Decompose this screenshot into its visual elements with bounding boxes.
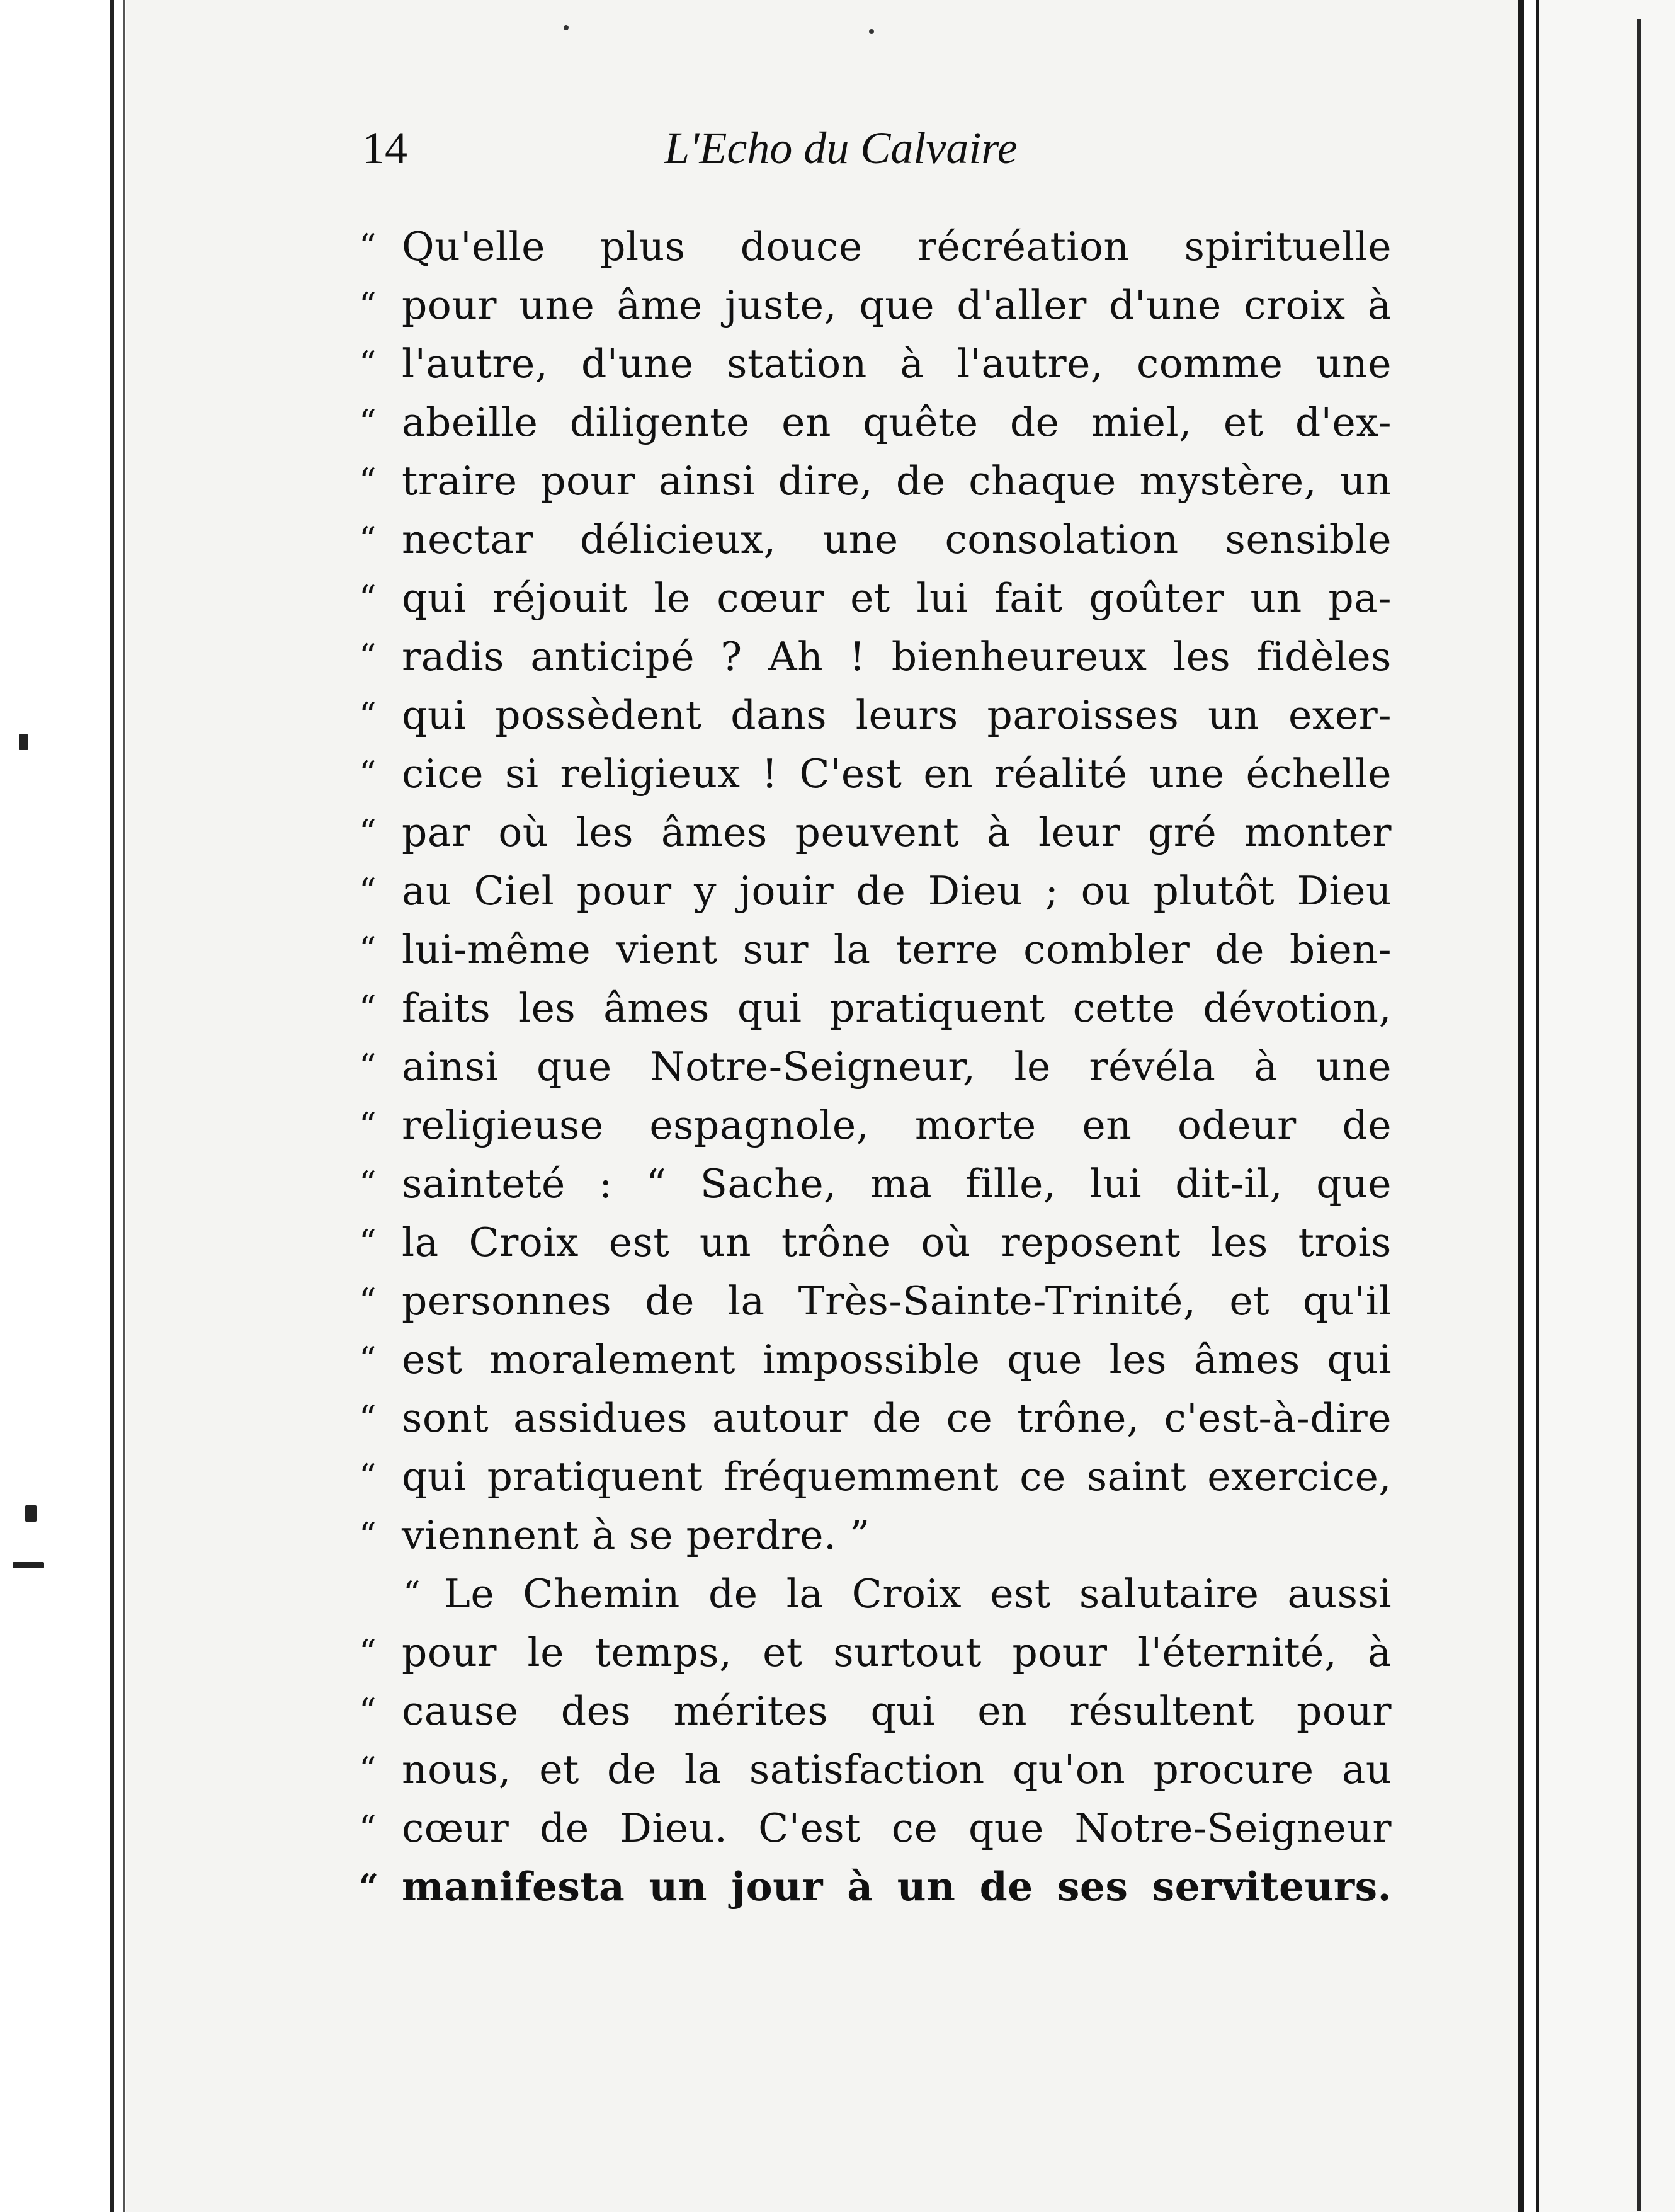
quote-mark: “ — [359, 1457, 377, 1497]
quote-mark: “ — [359, 520, 377, 559]
line-text: cause des mérites qui en résultent pour — [402, 1688, 1392, 1734]
body-text — [359, 217, 1392, 1916]
text-line — [359, 1623, 1392, 1682]
text-line — [359, 1740, 1392, 1799]
line-text: cœur de Dieu. C'est ce que Notre-Seigneur — [402, 1805, 1392, 1851]
adjacent-page-strip — [1539, 0, 1675, 2212]
top-speck — [869, 29, 874, 34]
line-text: personnes de la Très-Sainte-Trinité, et qu'il — [402, 1278, 1392, 1324]
quote-mark: “ — [359, 227, 377, 266]
line-text: ainsi que Notre-Seigneur, le révéla à une — [402, 1044, 1392, 1090]
text-line — [359, 569, 1392, 627]
line-text: la Croix est un trône où reposent les trois — [402, 1219, 1392, 1265]
quote-mark: “ — [359, 1515, 377, 1555]
line-text: faits les âmes qui pratiquent cette dévotion, — [402, 985, 1392, 1031]
quote-mark: “ — [359, 1633, 377, 1672]
quote-mark: “ — [359, 1281, 377, 1321]
quote-mark: “ — [359, 1691, 377, 1731]
left-page-edge — [123, 0, 125, 2212]
text-line — [359, 1272, 1392, 1330]
page-header — [362, 110, 1093, 186]
line-text: nous, et de la satisfaction qu'on procure au — [402, 1747, 1392, 1793]
text-line — [359, 1682, 1392, 1740]
line-text: religieuse espagnole, morte en odeur de — [402, 1102, 1392, 1148]
text-line — [359, 627, 1392, 686]
quote-mark: “ — [359, 871, 377, 911]
quote-mark: “ — [359, 930, 377, 969]
line-text: sont assidues autour de ce trône, c'est-à-dire — [402, 1395, 1392, 1441]
quote-mark: “ — [359, 1750, 377, 1789]
line-text: radis anticipé ? Ah ! bienheureux les fidèles — [402, 634, 1392, 680]
text-line — [359, 744, 1392, 803]
quote-mark: “ — [359, 461, 377, 501]
quote-mark: “ — [359, 1340, 377, 1379]
line-text: par où les âmes peuvent à leur gré monter — [402, 809, 1392, 855]
text-line — [359, 1154, 1392, 1213]
margin-speck — [19, 734, 28, 750]
line-text: pour une âme juste, que d'aller d'une croix à — [402, 282, 1392, 328]
quote-mark: “ — [359, 988, 377, 1028]
text-line — [359, 1389, 1392, 1447]
text-line — [359, 1096, 1392, 1154]
line-text: au Ciel pour y jouir de Dieu ; ou plutôt Dieu — [402, 868, 1392, 914]
text-line — [359, 510, 1392, 569]
paragraph-first-line — [359, 1565, 1392, 1623]
quote-mark: “ — [359, 402, 377, 442]
line-text: nectar délicieux, une consolation sensible — [402, 516, 1392, 562]
text-line — [359, 1330, 1392, 1389]
text-line — [359, 686, 1392, 744]
line-text: traire pour ainsi dire, de chaque mystère, un — [402, 458, 1392, 504]
page-number: 14 — [362, 123, 407, 173]
quote-mark: “ — [359, 285, 377, 325]
line-text: Le Chemin de la Croix est salutaire aussi — [444, 1571, 1392, 1617]
left-binding-edge — [110, 0, 114, 2212]
quote-mark: “ — [359, 812, 377, 852]
line-text: abeille diligente en quête de miel, et d'ex- — [402, 399, 1392, 445]
text-line — [359, 217, 1392, 276]
line-text: pour le temps, et surtout pour l'éternité, à — [402, 1629, 1392, 1675]
quote-mark: “ — [359, 1808, 377, 1848]
text-line — [359, 1037, 1392, 1096]
line-text: cice si religieux ! C'est en réalité une échelle — [402, 751, 1392, 797]
text-line — [359, 1447, 1392, 1506]
text-line — [359, 334, 1392, 393]
quote-mark: “ — [359, 1866, 379, 1907]
line-text: qui réjouit le cœur et lui fait goûter un pa- — [402, 575, 1392, 621]
line-text: l'autre, d'une station à l'autre, comme une — [402, 341, 1392, 387]
quote-mark: “ — [359, 578, 377, 618]
text-line — [359, 1857, 1392, 1916]
quote-mark: “ — [359, 637, 377, 676]
margin-speck — [25, 1505, 37, 1522]
line-text: sainteté : “ Sache, ma fille, lui dit-il, que — [402, 1161, 1392, 1207]
quote-mark: “ — [359, 754, 377, 794]
line-text: Qu'elle plus douce récréation spirituelle — [402, 224, 1392, 270]
quote-mark: “ — [359, 344, 377, 384]
text-line — [359, 920, 1392, 979]
text-line — [359, 393, 1392, 452]
line-text: manifesta un jour à un de ses serviteurs. — [402, 1863, 1392, 1910]
quote-mark: “ — [359, 1047, 377, 1086]
quote-mark: “ — [359, 695, 377, 735]
quote-mark: “ — [359, 1164, 377, 1204]
line-text: qui possèdent dans leurs paroisses un exer- — [402, 692, 1392, 738]
text-line — [359, 1506, 1392, 1565]
quote-mark: “ — [359, 1398, 377, 1438]
quote-mark: “ — [403, 1574, 421, 1614]
text-line — [359, 803, 1392, 862]
text-line — [359, 1799, 1392, 1857]
text-line — [359, 452, 1392, 510]
line-text: est moralement impossible que les âmes qui — [402, 1337, 1392, 1382]
text-line — [359, 276, 1392, 334]
right-page-edge — [1518, 0, 1524, 2212]
text-line — [359, 862, 1392, 920]
quote-mark: “ — [359, 1223, 377, 1262]
running-title: L'Echo du Calvaire — [664, 123, 1018, 173]
line-text: lui-même vient sur la terre combler de bien- — [402, 926, 1392, 972]
line-text: viennent à se perdre. ” — [402, 1512, 870, 1558]
line-text: qui pratiquent fréquemment ce saint exercice, — [402, 1454, 1392, 1500]
text-line — [359, 1213, 1392, 1272]
far-right-edge — [1637, 19, 1641, 2211]
quote-mark: “ — [359, 1105, 377, 1145]
text-line — [359, 979, 1392, 1037]
margin-speck — [13, 1562, 44, 1568]
top-speck — [564, 25, 569, 30]
